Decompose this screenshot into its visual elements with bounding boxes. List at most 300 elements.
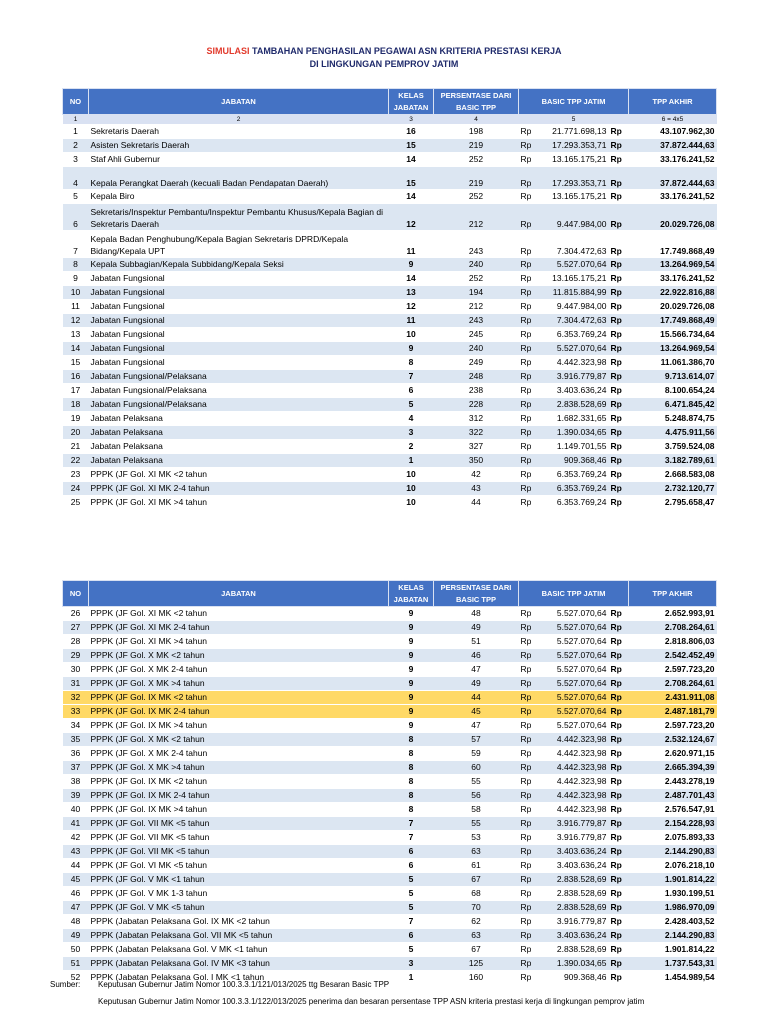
table-row (63, 943, 717, 957)
cell-tpp: 2.532.124,67 (629, 733, 717, 747)
cell-pct: 51 (434, 635, 519, 649)
cell-pct: 47 (434, 719, 519, 733)
cell-jabatan: PPPK (JF Gol. VII MK <5 tahun (89, 845, 389, 859)
cell-rp1: Rp (519, 314, 543, 328)
cell-kelas: 12 (389, 204, 434, 231)
table-row (63, 412, 717, 426)
cell-pct: 243 (434, 231, 519, 258)
table-row (63, 398, 717, 412)
table-row (63, 314, 717, 328)
cell-rp1: Rp (519, 125, 543, 139)
cell-jabatan: PPPK (JF Gol. V MK 1-3 tahun (89, 887, 389, 901)
cell-tpp: 2.542.452,49 (629, 649, 717, 663)
source-line-2: Keputusan Gubernur Jatim Nomor 100.3.3.1/122/013/2025 penerima dan besaran persentase TPP ASN kriteria prestasi kerja di lingkungan pemprov jatim (98, 997, 645, 1006)
table-row (63, 831, 717, 845)
cell-no: 1 (63, 125, 89, 139)
cell-pct: 57 (434, 733, 519, 747)
cell-basic: 3.916.779,87 (543, 370, 609, 384)
cell-basic: 2.838.528,69 (543, 873, 609, 887)
cell-no: 48 (63, 915, 89, 929)
table-row (63, 761, 717, 775)
table-row (63, 258, 717, 272)
cell-kelas: 9 (389, 342, 434, 356)
cell-jabatan: Kepala Biro (89, 190, 389, 204)
cell-tpp: 2.428.403,52 (629, 915, 717, 929)
cell-kelas: 11 (389, 231, 434, 258)
cell-jabatan: Jabatan Pelaksana (89, 426, 389, 440)
cell-jabatan: PPPK (Jabatan Pelaksana Gol. IX MK <2 tahun (89, 915, 389, 929)
cell-tpp: 2.154.228,93 (629, 817, 717, 831)
cell-pct: 240 (434, 258, 519, 272)
cell-rp1: Rp (519, 496, 543, 510)
cell-tpp: 9.713.614,07 (629, 370, 717, 384)
cell-basic: 2.838.528,69 (543, 398, 609, 412)
cell-jabatan: Jabatan Fungsional (89, 342, 389, 356)
cell-no: 25 (63, 496, 89, 510)
header-tpp: TPP AKHIR (629, 89, 717, 115)
table-row (63, 454, 717, 468)
cell-rp1: Rp (519, 139, 543, 153)
cell-rp2: Rp (609, 272, 629, 286)
cell-kelas: 10 (389, 328, 434, 342)
cell-rp1: Rp (519, 817, 543, 831)
header-kelas: KELAS JABATAN (389, 581, 434, 607)
cell-pct: 48 (434, 607, 519, 621)
table-row (63, 300, 717, 314)
cell-rp1: Rp (519, 258, 543, 272)
title-simulasi: SIMULASI (206, 46, 250, 56)
colnum-3: 3 (389, 115, 434, 125)
cell-jabatan: PPPK (JF Gol. X MK 2-4 tahun (89, 747, 389, 761)
cell-rp2: Rp (609, 971, 629, 985)
cell-jabatan: PPPK (JF Gol. X MK <2 tahun (89, 649, 389, 663)
cell-tpp: 11.061.386,70 (629, 356, 717, 370)
cell-rp2: Rp (609, 125, 629, 139)
cell-tpp: 5.248.874,75 (629, 412, 717, 426)
document-title-line-2: DI LINGKUNGAN PEMPROV JATIM (309, 59, 459, 69)
cell-no: 5 (63, 190, 89, 204)
cell-jabatan: PPPK (JF Gol. X MK >4 tahun (89, 761, 389, 775)
cell-rp1: Rp (519, 412, 543, 426)
cell-rp2: Rp (609, 621, 629, 635)
cell-rp1: Rp (519, 957, 543, 971)
cell-jabatan: PPPK (Jabatan Pelaksana Gol. VII MK <5 tahun (89, 929, 389, 943)
cell-kelas: 16 (389, 125, 434, 139)
cell-no: 32 (63, 691, 89, 705)
cell-pct: 252 (434, 272, 519, 286)
cell-no: 29 (63, 649, 89, 663)
cell-no: 8 (63, 258, 89, 272)
cell-jabatan: Jabatan Fungsional (89, 300, 389, 314)
cell-no: 37 (63, 761, 89, 775)
cell-tpp: 2.732.120,77 (629, 482, 717, 496)
cell-rp2: Rp (609, 412, 629, 426)
table-row (63, 691, 717, 705)
cell-rp1: Rp (519, 440, 543, 454)
cell-rp2: Rp (609, 231, 629, 258)
table-row (63, 677, 717, 691)
cell-no: 49 (63, 929, 89, 943)
cell-basic: 5.527.070,64 (543, 705, 609, 719)
header-tpp: TPP AKHIR (629, 581, 717, 607)
table-row (63, 190, 717, 204)
cell-no: 22 (63, 454, 89, 468)
cell-basic: 9.447.984,00 (543, 300, 609, 314)
cell-rp1: Rp (519, 231, 543, 258)
cell-rp2: Rp (609, 649, 629, 663)
cell-pct: 62 (434, 915, 519, 929)
cell-basic: 2.838.528,69 (543, 901, 609, 915)
cell-rp1: Rp (519, 747, 543, 761)
cell-jabatan: PPPK (JF Gol. IX MK <2 tahun (89, 691, 389, 705)
cell-pct: 228 (434, 398, 519, 412)
table-row (63, 384, 717, 398)
cell-kelas: 9 (389, 719, 434, 733)
table-row (63, 125, 717, 139)
cell-basic: 17.293.353,71 (543, 167, 609, 190)
cell-rp1: Rp (519, 789, 543, 803)
table-row (63, 663, 717, 677)
cell-tpp: 2.487.181,79 (629, 705, 717, 719)
cell-basic: 5.527.070,64 (543, 635, 609, 649)
cell-pct: 194 (434, 286, 519, 300)
cell-tpp: 15.566.734,64 (629, 328, 717, 342)
cell-basic: 5.527.070,64 (543, 677, 609, 691)
colnum-5: 5 (519, 115, 629, 125)
cell-jabatan: PPPK (JF Gol. VII MK <5 tahun (89, 831, 389, 845)
cell-rp2: Rp (609, 943, 629, 957)
table-row (63, 356, 717, 370)
cell-kelas: 3 (389, 426, 434, 440)
cell-basic: 5.527.070,64 (543, 607, 609, 621)
table-row (63, 733, 717, 747)
cell-tpp: 1.737.543,31 (629, 957, 717, 971)
cell-rp1: Rp (519, 167, 543, 190)
cell-jabatan: Kepala Subbagian/Kepala Subbidang/Kepala Seksi (89, 258, 389, 272)
cell-basic: 909.368,46 (543, 454, 609, 468)
cell-rp2: Rp (609, 719, 629, 733)
cell-basic: 4.442.323,98 (543, 733, 609, 747)
cell-tpp: 1.930.199,51 (629, 887, 717, 901)
cell-rp1: Rp (519, 153, 543, 167)
cell-basic: 4.442.323,98 (543, 803, 609, 817)
cell-tpp: 2.795.658,47 (629, 496, 717, 510)
cell-pct: 44 (434, 691, 519, 705)
cell-tpp: 20.029.726,08 (629, 300, 717, 314)
colnum-6: 6 = 4x5 (629, 115, 717, 125)
cell-jabatan: Jabatan Fungsional (89, 356, 389, 370)
cell-pct: 43 (434, 482, 519, 496)
table-row (63, 915, 717, 929)
cell-no: 9 (63, 272, 89, 286)
cell-no: 34 (63, 719, 89, 733)
cell-no: 31 (63, 677, 89, 691)
table-row (63, 845, 717, 859)
cell-rp2: Rp (609, 384, 629, 398)
cell-rp2: Rp (609, 915, 629, 929)
cell-rp1: Rp (519, 719, 543, 733)
cell-pct: 125 (434, 957, 519, 971)
cell-basic: 4.442.323,98 (543, 747, 609, 761)
cell-kelas: 12 (389, 300, 434, 314)
table-row (63, 231, 717, 258)
title-rest: TAMBAHAN PENGHASILAN PEGAWAI ASN KRITERIA PRESTASI KERJA (249, 46, 562, 56)
cell-tpp: 3.759.524,08 (629, 440, 717, 454)
cell-tpp: 13.264.969,54 (629, 258, 717, 272)
cell-tpp: 37.872.444,63 (629, 167, 717, 190)
cell-kelas: 6 (389, 859, 434, 873)
cell-rp1: Rp (519, 887, 543, 901)
cell-tpp: 43.107.962,30 (629, 125, 717, 139)
cell-jabatan: PPPK (JF Gol. XI MK <2 tahun (89, 607, 389, 621)
cell-rp1: Rp (519, 635, 543, 649)
table-1-body (63, 125, 717, 510)
header-basic: BASIC TPP JATIM (519, 89, 629, 115)
cell-jabatan: Jabatan Pelaksana (89, 454, 389, 468)
cell-tpp: 2.431.911,08 (629, 691, 717, 705)
cell-jabatan: PPPK (JF Gol. IX MK 2-4 tahun (89, 789, 389, 803)
cell-rp1: Rp (519, 775, 543, 789)
cell-pct: 252 (434, 153, 519, 167)
cell-rp2: Rp (609, 845, 629, 859)
cell-rp1: Rp (519, 607, 543, 621)
cell-jabatan: PPPK (Jabatan Pelaksana Gol. V MK <1 tahun (89, 943, 389, 957)
cell-jabatan: PPPK (JF Gol. IX MK >4 tahun (89, 719, 389, 733)
cell-basic: 7.304.472,63 (543, 231, 609, 258)
cell-no: 4 (63, 167, 89, 190)
table-row (63, 957, 717, 971)
cell-pct: 68 (434, 887, 519, 901)
cell-rp2: Rp (609, 789, 629, 803)
cell-no: 11 (63, 300, 89, 314)
cell-rp2: Rp (609, 454, 629, 468)
cell-rp1: Rp (519, 831, 543, 845)
cell-rp2: Rp (609, 356, 629, 370)
cell-rp1: Rp (519, 901, 543, 915)
cell-no: 46 (63, 887, 89, 901)
cell-rp1: Rp (519, 328, 543, 342)
cell-pct: 60 (434, 761, 519, 775)
table-row (63, 789, 717, 803)
table-row (63, 649, 717, 663)
cell-rp1: Rp (519, 649, 543, 663)
cell-kelas: 14 (389, 190, 434, 204)
cell-basic: 13.165.175,21 (543, 190, 609, 204)
table-row (63, 705, 717, 719)
cell-no: 19 (63, 412, 89, 426)
cell-kelas: 6 (389, 845, 434, 859)
cell-basic: 5.527.070,64 (543, 258, 609, 272)
cell-rp2: Rp (609, 733, 629, 747)
cell-rp2: Rp (609, 300, 629, 314)
cell-no: 28 (63, 635, 89, 649)
table-row (63, 139, 717, 153)
cell-jabatan: Jabatan Fungsional (89, 328, 389, 342)
cell-tpp: 1.901.814,22 (629, 943, 717, 957)
cell-rp2: Rp (609, 153, 629, 167)
cell-rp2: Rp (609, 803, 629, 817)
cell-basic: 1.682.331,65 (543, 412, 609, 426)
source-label: Sumber: (50, 980, 81, 989)
table-row (63, 607, 717, 621)
colnum-1: 1 (63, 115, 89, 125)
table-row (63, 286, 717, 300)
header-persentase: PERSENTASE DARI BASIC TPP (434, 581, 519, 607)
cell-kelas: 14 (389, 272, 434, 286)
cell-rp1: Rp (519, 971, 543, 985)
cell-kelas: 5 (389, 901, 434, 915)
cell-no: 43 (63, 845, 89, 859)
cell-jabatan: PPPK (JF Gol. XI MK 2-4 tahun (89, 482, 389, 496)
cell-tpp: 1.986.970,09 (629, 901, 717, 915)
cell-rp2: Rp (609, 482, 629, 496)
cell-no: 17 (63, 384, 89, 398)
cell-rp2: Rp (609, 342, 629, 356)
cell-rp2: Rp (609, 440, 629, 454)
cell-jabatan: PPPK (Jabatan Pelaksana Gol. IV MK <3 tahun (89, 957, 389, 971)
cell-pct: 248 (434, 370, 519, 384)
tpp-table-1 (62, 88, 717, 510)
cell-rp1: Rp (519, 705, 543, 719)
cell-kelas: 5 (389, 873, 434, 887)
cell-no: 27 (63, 621, 89, 635)
cell-jabatan: Jabatan Fungsional (89, 314, 389, 328)
cell-tpp: 2.075.893,33 (629, 831, 717, 845)
cell-jabatan: Sekretaris Daerah (89, 125, 389, 139)
cell-kelas: 1 (389, 971, 434, 985)
table-2-body (63, 607, 717, 985)
cell-basic: 2.838.528,69 (543, 887, 609, 901)
cell-basic: 909.368,46 (543, 971, 609, 985)
cell-basic: 1.390.034,65 (543, 426, 609, 440)
cell-rp1: Rp (519, 733, 543, 747)
cell-no: 41 (63, 817, 89, 831)
cell-rp2: Rp (609, 258, 629, 272)
cell-no: 14 (63, 342, 89, 356)
table-row (63, 468, 717, 482)
cell-rp1: Rp (519, 286, 543, 300)
cell-no: 45 (63, 873, 89, 887)
cell-basic: 4.442.323,98 (543, 356, 609, 370)
cell-tpp: 2.665.394,39 (629, 761, 717, 775)
cell-rp2: Rp (609, 426, 629, 440)
cell-pct: 327 (434, 440, 519, 454)
cell-rp2: Rp (609, 204, 629, 231)
cell-basic: 6.353.769,24 (543, 468, 609, 482)
cell-kelas: 7 (389, 831, 434, 845)
cell-kelas: 9 (389, 677, 434, 691)
cell-rp2: Rp (609, 663, 629, 677)
table-row (63, 167, 717, 190)
cell-tpp: 4.475.911,56 (629, 426, 717, 440)
cell-basic: 5.527.070,64 (543, 649, 609, 663)
cell-basic: 3.916.779,87 (543, 817, 609, 831)
cell-jabatan: PPPK (JF Gol. VI MK <5 tahun (89, 859, 389, 873)
cell-rp2: Rp (609, 286, 629, 300)
cell-kelas: 9 (389, 607, 434, 621)
cell-jabatan: PPPK (Jabatan Pelaksana Gol. I MK <1 tahun (89, 971, 389, 985)
tpp-table-2 (62, 580, 717, 985)
cell-kelas: 4 (389, 412, 434, 426)
table-row (63, 719, 717, 733)
cell-pct: 42 (434, 468, 519, 482)
cell-rp1: Rp (519, 943, 543, 957)
table-row (63, 370, 717, 384)
cell-jabatan: PPPK (JF Gol. XI MK >4 tahun (89, 496, 389, 510)
header-persentase: PERSENTASE DARI BASIC TPP (434, 89, 519, 115)
cell-rp1: Rp (519, 663, 543, 677)
cell-pct: 53 (434, 831, 519, 845)
cell-pct: 49 (434, 677, 519, 691)
cell-basic: 3.403.636,24 (543, 859, 609, 873)
cell-basic: 3.403.636,24 (543, 929, 609, 943)
cell-rp1: Rp (519, 204, 543, 231)
cell-rp2: Rp (609, 635, 629, 649)
cell-pct: 252 (434, 190, 519, 204)
cell-pct: 58 (434, 803, 519, 817)
source-line-1: Keputusan Gubernur Jatim Nomor 100.3.3.1/121/013/2025 ttg Besaran Basic TPP (98, 980, 390, 989)
cell-basic: 7.304.472,63 (543, 314, 609, 328)
header-jabatan: JABATAN (89, 581, 389, 607)
cell-kelas: 9 (389, 621, 434, 635)
cell-tpp: 2.818.806,03 (629, 635, 717, 649)
cell-rp2: Rp (609, 747, 629, 761)
cell-kelas: 15 (389, 167, 434, 190)
cell-rp2: Rp (609, 775, 629, 789)
cell-jabatan: Jabatan Fungsional (89, 286, 389, 300)
cell-jabatan: Jabatan Fungsional (89, 272, 389, 286)
cell-rp1: Rp (519, 454, 543, 468)
table-row (63, 342, 717, 356)
cell-tpp: 2.620.971,15 (629, 747, 717, 761)
cell-tpp: 37.872.444,63 (629, 139, 717, 153)
cell-kelas: 8 (389, 761, 434, 775)
table-row (63, 153, 717, 167)
cell-rp2: Rp (609, 677, 629, 691)
header-no: NO (63, 581, 89, 607)
table-row (63, 929, 717, 943)
cell-tpp: 3.182.789,61 (629, 454, 717, 468)
table-row (63, 859, 717, 873)
cell-rp2: Rp (609, 901, 629, 915)
cell-basic: 1.390.034,65 (543, 957, 609, 971)
table-row (63, 440, 717, 454)
cell-kelas: 9 (389, 691, 434, 705)
cell-rp2: Rp (609, 887, 629, 901)
cell-kelas: 8 (389, 747, 434, 761)
cell-no: 39 (63, 789, 89, 803)
cell-rp2: Rp (609, 328, 629, 342)
cell-jabatan: Staf Ahli Gubernur (89, 153, 389, 167)
cell-rp2: Rp (609, 496, 629, 510)
cell-kelas: 6 (389, 384, 434, 398)
cell-no: 3 (63, 153, 89, 167)
cell-tpp: 33.176.241,52 (629, 272, 717, 286)
cell-kelas: 9 (389, 258, 434, 272)
table-row (63, 496, 717, 510)
cell-no: 36 (63, 747, 89, 761)
cell-tpp: 33.176.241,52 (629, 190, 717, 204)
cell-pct: 67 (434, 873, 519, 887)
cell-jabatan: PPPK (JF Gol. XI MK <2 tahun (89, 468, 389, 482)
cell-jabatan: PPPK (JF Gol. X MK >4 tahun (89, 677, 389, 691)
cell-basic: 3.403.636,24 (543, 384, 609, 398)
cell-pct: 45 (434, 705, 519, 719)
cell-no: 24 (63, 482, 89, 496)
cell-jabatan: Jabatan Fungsional/Pelaksana (89, 398, 389, 412)
cell-pct: 219 (434, 139, 519, 153)
cell-kelas: 3 (389, 957, 434, 971)
